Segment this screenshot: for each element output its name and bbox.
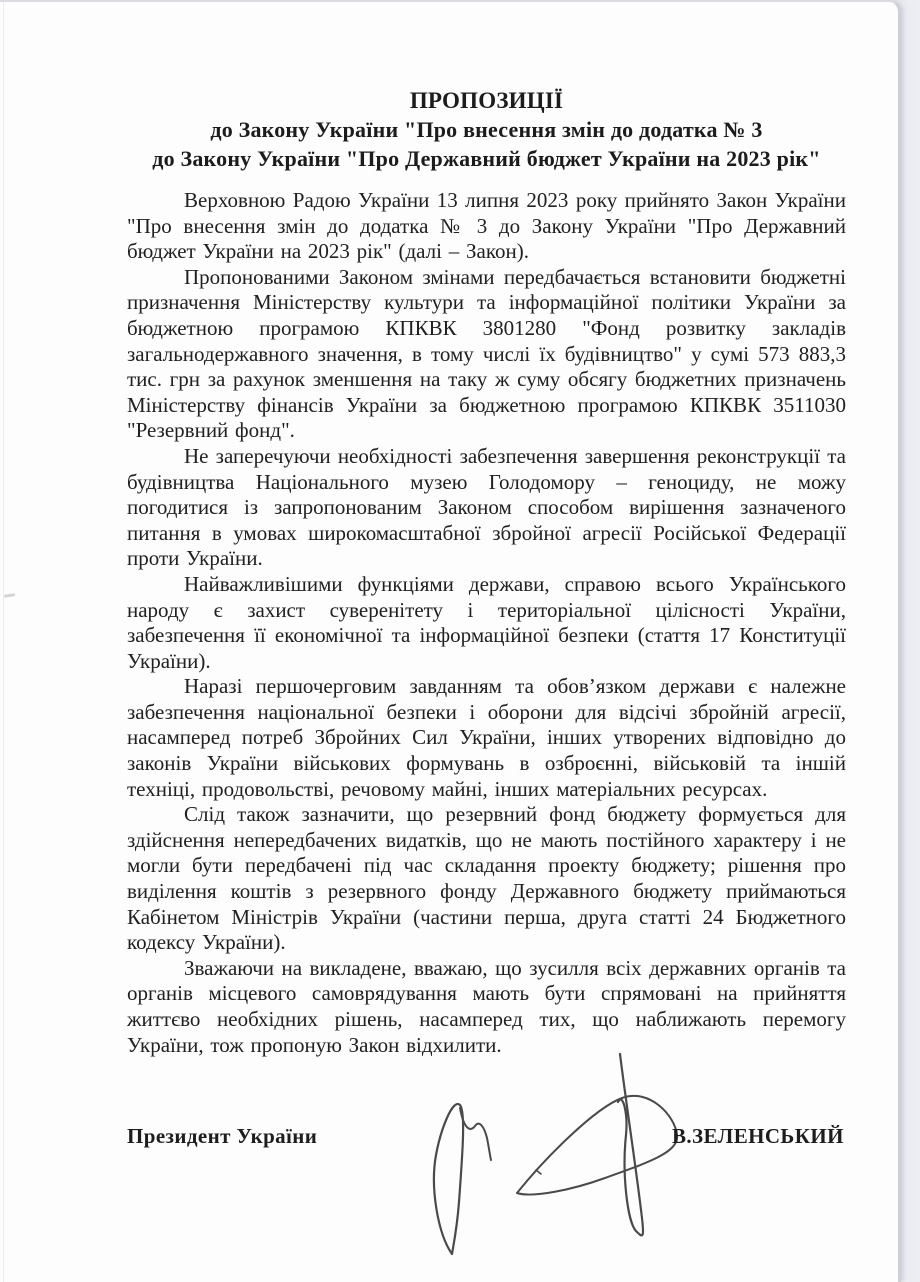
title-line: до Закону України "Про внесення змін до додатка № 3: [210, 117, 763, 142]
paragraph: Слід також зазначити, що резервний фонд бюджету формується для здійснення непередбачених видатків, що не мають постійного характеру і не могли бути передбачені під час складання проекту бюджету; рішення про виділення коштів з резервного фонду Державного бюджету приймаються Кабінетом Міністрів України (частини перша, друга статті 24 Бюджетного кодексу України).: [127, 802, 846, 955]
handwritten-signature-icon: [400, 1040, 700, 1272]
document-body: [127, 188, 846, 1058]
paragraph: Не заперечуючи необхідності забезпечення завершення реконструкції та будівництва Національного музею Голодомору – геноциду, не можу погодитися із запропонованим Законом способом вирішення зазначеного питання в умовах широкомасштабної збройної агресії Російської Федерації проти України.: [127, 443, 846, 571]
paragraph: Верховною Радою України 13 липня 2023 року прийнято Закон України "Про внесення змін до додатка № 3 до Закону України "Про Державний бюджет України на 2023 рік" (далі – Закон).: [127, 188, 846, 264]
signatory-name: В.ЗЕЛЕНСЬКИЙ: [672, 1124, 844, 1148]
paragraph: Пропонованими Законом змінами передбачається встановити бюджетні призначення Міністерству культури та інформаційної політики України за бюджетною програмою КПКВК 3801280 "Фонд розвитку закладів загальнодержавного значення, в тому числі їх будівництво" у сумі 573 883,3 тис. грн за рахунок зменшення на таку ж суму обсягу бюджетних призначень Міністерству фінансів України за бюджетною програмою КПКВК 3511030 "Резервний фонд".: [127, 264, 846, 443]
title-line: ПРОПОЗИЦІЇ: [409, 88, 564, 113]
scan-artifact-mark: [4, 593, 15, 598]
paragraph: Наразі першочерговим завданням та обов’язком держави є належне забезпечення національної безпеки і оборони для відсічі збройній агресії, насамперед потреб Збройних Сил України, інших утворених відповідно до законів України військових формувань в озброєнні, військовій та іншій техніці, продовольстві, речовому майні, інших матеріальних ресурсах.: [127, 674, 846, 801]
title-line: до Закону України "Про Державний бюджет України на 2023 рік": [152, 146, 821, 171]
document-title: [127, 86, 846, 173]
paragraph: Найважливішими функціями держави, справою всього Українського народу є захист суверенітету і територіальної цілісності України, забезпечення її економічної та інформаційної безпеки (стаття 17 Конституції України).: [127, 571, 846, 673]
signatory-title: Президент України: [127, 1124, 318, 1148]
paragraph: Зважаючи на викладене, вважаю, що зусилля всіх державних органів та органів місцевого самоврядування мають бути спрямовані на прийняття життєво необхідних рішень, насамперед тих, що наближають перемогу України, тож пропоную Закон відхилити.: [127, 955, 846, 1057]
